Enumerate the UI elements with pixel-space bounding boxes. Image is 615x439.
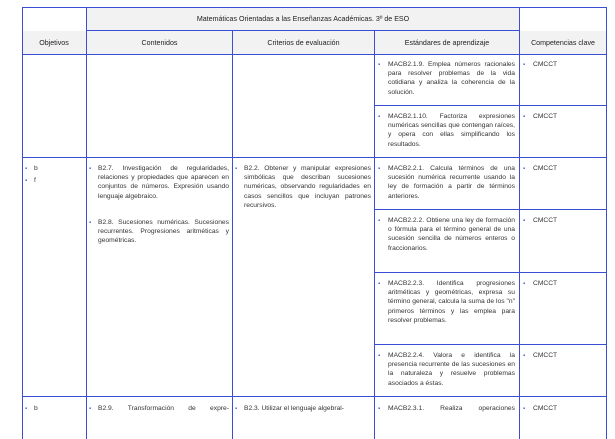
- grid-line: [375, 344, 607, 345]
- standard-text: MACB2.2.1. Calcula términos de una sucesión numérica recurrente usando la ley de formación a partir de términos anteriores.: [388, 165, 515, 200]
- competence-bullet: [523, 164, 525, 174]
- standard-bullet: [378, 404, 380, 414]
- criteria-bullet: [235, 164, 237, 174]
- table-title-text: Matemáticas Orientadas a las Enseñanzas Académicas. 3º de ESO: [196, 15, 410, 23]
- competence-bullet: [523, 279, 525, 289]
- competence-text: CMCCT: [533, 352, 558, 359]
- standard-bullet: [378, 279, 380, 289]
- grid-line: [87, 30, 519, 31]
- column-header-objetivos: Objetivos: [22, 31, 86, 54]
- competence-text: CMCCT: [533, 217, 558, 224]
- column-header-criterios: Criterios de evaluación: [233, 31, 374, 54]
- grid-line: [86, 7, 87, 439]
- criteria-bullet: [235, 404, 237, 414]
- competence-bullet: [523, 216, 525, 226]
- grid-line: [606, 7, 607, 439]
- competence-text: CMCCT: [533, 405, 558, 412]
- grid-line: [232, 30, 233, 439]
- column-header-estandares: Estándares de aprendizaje: [375, 31, 519, 54]
- objective-text: b: [34, 165, 38, 172]
- standard-text: MACB2.2.4. Valora e identifica la presencia recurrente de las sucesiones en la naturaleza y resuelve problemas asociados a éstas.: [388, 352, 515, 387]
- competence-bullet: [523, 60, 525, 70]
- grid-line: [22, 7, 23, 439]
- criteria-text: B2.3. Utilizar el lenguaje algebral-: [244, 405, 344, 412]
- standard-text: MACB2.3.1. Realiza operaciones: [388, 405, 515, 412]
- objective-bullet: [25, 404, 27, 414]
- content-text: B2.9. Transformación de expre-: [98, 405, 229, 412]
- standard-bullet: [378, 112, 380, 122]
- grid-line: [375, 209, 607, 210]
- competence-bullet: [523, 112, 525, 122]
- column-header-competencias: Competencias clave: [520, 31, 606, 54]
- grid-line: [519, 7, 520, 439]
- standard-bullet: [378, 216, 380, 226]
- standard-text: MACB2.2.2. Obtiene una ley de formación o fórmula para el término general de una sucesión sencilla de números enteros o fraccionarios.: [388, 217, 515, 252]
- standard-bullet: [378, 164, 380, 174]
- standard-bullet: [378, 351, 380, 361]
- standard-text: MACB2.1.10. Factoriza expresiones numéricas sencillas que contengan raíces, y opera con ellas simplificando los resultados.: [388, 113, 515, 148]
- grid-line: [375, 105, 607, 106]
- competence-text: CMCCT: [533, 280, 558, 287]
- table-title: [87, 8, 519, 30]
- content-bullet: [89, 164, 91, 174]
- content-text: B2.8. Sucesiones numéricas. Sucesiones recurrentes. Progresiones aritméticas y geométricas.: [98, 219, 229, 245]
- column-header-contenidos: Contenidos: [87, 31, 232, 54]
- competence-text: CMCCT: [533, 113, 558, 120]
- objective-text: b: [34, 405, 38, 412]
- objective-bullet: [25, 164, 27, 174]
- content-text: B2.7. Investigación de regularidades, relaciones y propiedades que aparecen en conjuntos de números. Expresión usando lenguaje algebraico.: [98, 165, 229, 200]
- grid-line: [374, 30, 375, 439]
- standard-bullet: [378, 60, 380, 70]
- competence-bullet: [523, 404, 525, 414]
- objective-text: f: [34, 177, 36, 184]
- competence-text: CMCCT: [533, 61, 558, 68]
- standard-text: MACB2.2.3. Identifica progresiones aritméticas y geométricas, expresa su término general, calcula la suma de los "n" primeros términos y las emplea para resolver problemas.: [388, 280, 515, 324]
- criteria-text: B2.2. Obtener y manipular expresiones simbólicas que describan sucesiones numéricas, observando regularidades en casos sencillos que incluyan patrones recursivos.: [244, 165, 371, 209]
- grid-line: [375, 272, 607, 273]
- competence-text: CMCCT: [533, 165, 558, 172]
- content-bullet: [89, 218, 91, 228]
- standard-text: MACB2.1.9. Emplea números racionales para resolver problemas de la vida cotidiana y analiza la coherencia de la solución.: [388, 61, 515, 96]
- objective-bullet: [25, 176, 27, 186]
- competence-bullet: [523, 351, 525, 361]
- content-bullet: [89, 404, 91, 414]
